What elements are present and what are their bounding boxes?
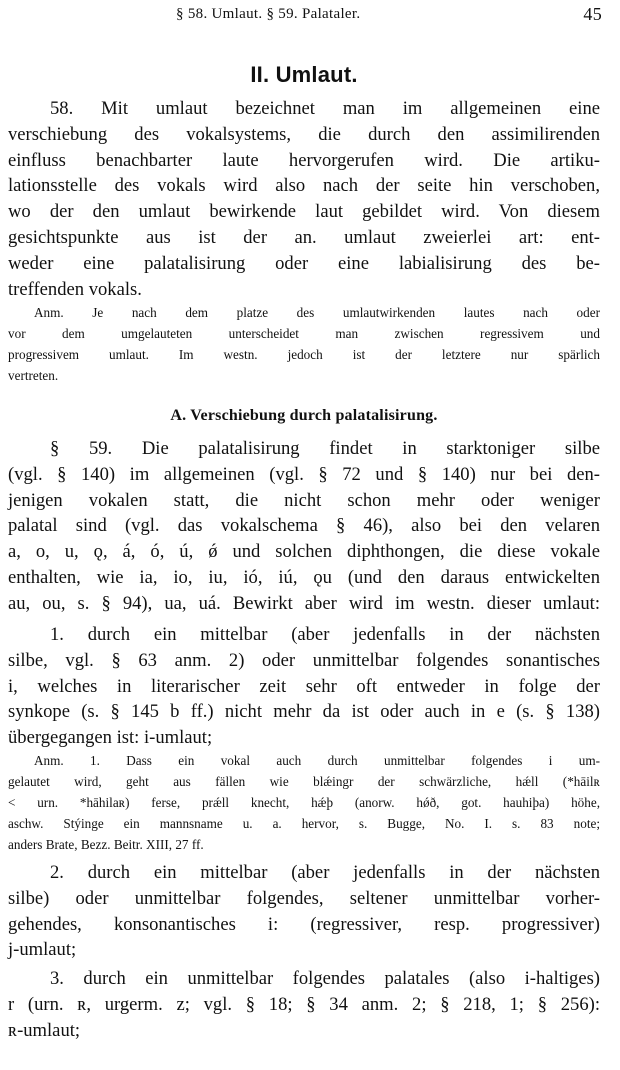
text-line: 2. durch ein mittelbar (aber jedenfalls in der nächsten [50,862,600,883]
paragraph-59 [8,436,600,617]
note-line: gelautet wird, geht aus fällen wie blǽingr der schwärzliche, hǽll (*hāilʀ [8,774,600,789]
note-1 [8,750,600,855]
text-line: 3. durch ein unmittelbar folgendes palatales (also i-haltiges) [50,968,600,989]
section-heading: II. Umlaut. [250,62,358,87]
note-line: vertreten. [8,368,59,383]
text-line: silbe, vgl. § 63 anm. 2) oder unmittelbar folgendes sonantisches [8,649,600,671]
note-line: < urn. *hāhilaʀ) ferse, prǽll knecht, hǽþ (anorw. hǿð, got. hauhiþa) höhe, [8,795,600,810]
text-line: gesichtspunkte aus ist der an. umlaut zweierlei art: ent- [8,226,600,248]
text-line: a, o, u, ǫ, á, ó, ú, ǿ und solchen diphthongen, die diese vokale [8,541,600,563]
text-line: verschiebung des vokalsystems, die durch den assimilirenden [8,123,600,145]
paragraph-58 [8,96,600,302]
text-line: einfluss benachbarter laute hervorgerufen wird. Die artiku- [8,149,600,171]
note-line: Anm. Je nach dem platze des umlautwirkenden lautes nach oder [34,305,600,320]
text-line: i, welches in literarischer zeit sehr oft entweder in folge der [8,675,600,697]
text-line: 1. durch ein mittelbar (aber jedenfalls in der nächsten [50,624,600,645]
text-line: lationsstelle des vokals wird also nach der seite hin verschoben, [8,175,600,197]
text-line: treffenden vokals. [8,278,142,300]
text-line: palatal sind (vgl. das vokalschema § 46), also bei den velaren [8,515,600,537]
subsection-heading: A. Verschiebung durch palatalisirung. [170,407,438,424]
text-line: au, ou, s. § 94), ua, uá. Bewirkt aber wird im westn. dieser umlaut: [8,592,600,614]
text-line: jenigen vokalen statt, die nicht schon mehr oder weniger [8,489,600,511]
text-line: wo der den umlaut bewirkende laut gebildet wird. Von diesem [8,201,600,223]
page-number: 45 [583,4,602,24]
text-line: silbe) oder unmittelbar folgendes, seltener unmittelbar vorher- [8,887,600,909]
note-line: vor dem umgelauteten unterscheidet man zwischen regressivem und [8,326,600,341]
item-2 [8,860,600,963]
text-line: r (urn. ʀ, urgerm. z; vgl. § 18; § 34 anm. 2; § 218, 1; § 256): [8,993,600,1015]
text-line: weder eine palatalisirung oder eine labialisirung des be- [8,252,600,274]
running-head [8,6,600,26]
note-line: progressivem umlaut. Im westn. jedoch ist der letztere nur spärlich [8,347,600,362]
text-line: synkope (s. § 145 b ff.) nicht mehr da ist oder auch in e (s. § 138) [8,701,600,723]
text-line: ʀ-umlaut; [8,1019,81,1041]
text-line: § 59. Die palatalisirung findet in starktoniger silbe [50,438,600,459]
note-line: aschw. Stýinge ein mannsname u. a. hervor, s. Bugge, No. I. s. 83 note; [8,816,600,831]
item-3 [8,966,600,1043]
item-1 [8,622,600,751]
text-line: enthalten, wie ia, io, iu, ió, iú, ǫu (und den daraus entwickelten [8,566,600,588]
text-line: (vgl. § 140) im allgemeinen (vgl. § 72 und § 140) nur bei den- [8,463,600,485]
text-line: j-umlaut; [8,939,77,961]
text-line: 58. Mit umlaut bezeichnet man im allgemeinen eine [50,98,600,119]
note-line: Anm. 1. Dass ein vokal auch durch unmittelbar folgendes i um- [34,753,600,768]
running-head-title: § 58. Umlaut. § 59. Palataler. [176,6,361,22]
note-58 [8,302,600,386]
note-line: anders Brate, Bezz. Beitr. XIII, 27 ff. [8,837,204,852]
text-line: übergegangen ist: i-umlaut; [8,727,213,749]
text-line: gehendes, konsonantisches i: (regressiver, resp. progressiver) [8,913,600,935]
